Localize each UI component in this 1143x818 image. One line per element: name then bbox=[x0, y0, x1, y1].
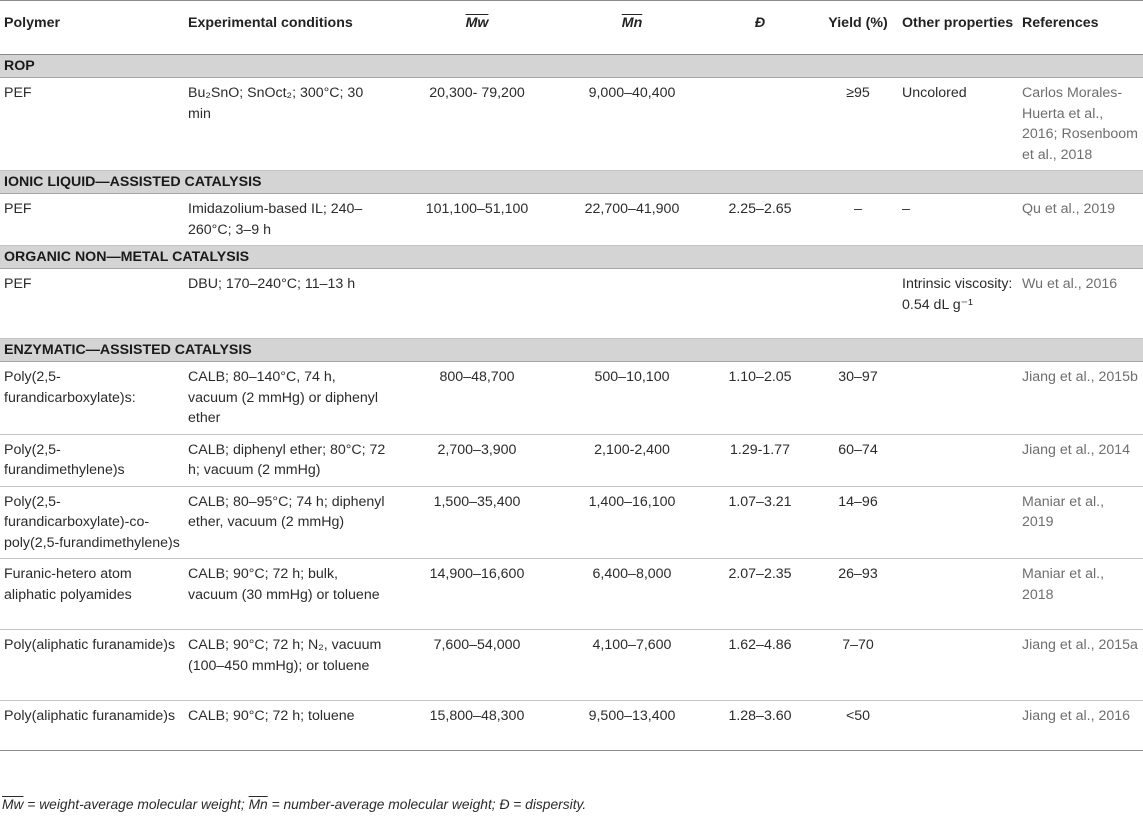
cell-mn: 500–10,100 bbox=[562, 362, 702, 435]
cell-mn: 4,100–7,600 bbox=[562, 630, 702, 701]
cell-mw: 14,900–16,600 bbox=[392, 559, 562, 630]
table-footnote bbox=[2, 795, 586, 816]
cell-dispersity: 1.62–4.86 bbox=[702, 630, 818, 701]
table-row bbox=[0, 194, 1143, 246]
section-title: IONIC LIQUID—ASSISTED CATALYSIS bbox=[0, 171, 1143, 194]
cell-other bbox=[898, 630, 1018, 701]
cell-yield: <50 bbox=[818, 701, 898, 751]
cell-mw: 7,600–54,000 bbox=[392, 630, 562, 701]
section-title: ENZYMATIC—ASSISTED CATALYSIS bbox=[0, 339, 1143, 362]
cell-reference: Carlos Morales-Huerta et al., 2016; Rosenboom et al., 2018 bbox=[1018, 78, 1143, 171]
cell-yield: 7–70 bbox=[818, 630, 898, 701]
cell-polymer: PEF bbox=[0, 78, 184, 171]
footnote-mw-symbol: $\overline{Mw}$ bbox=[2, 797, 24, 812]
mw-symbol: $\overline{Mw}$ bbox=[465, 15, 489, 31]
cell-other bbox=[898, 362, 1018, 435]
footnote-mn-definition: = number-average molecular weight; Đ = dispersity. bbox=[267, 797, 587, 812]
cell-reference: Jiang et al., 2015a bbox=[1018, 630, 1143, 701]
cell-other bbox=[898, 559, 1018, 630]
cell-mn: 9,000–40,400 bbox=[562, 78, 702, 171]
cell-dispersity bbox=[702, 78, 818, 171]
cell-yield: 30–97 bbox=[818, 362, 898, 435]
footnote-mn-symbol: $\overline{Mn}$ bbox=[248, 797, 268, 812]
cell-conditions: CALB; 80–95°C; 74 h; diphenyl ether, vacuum (2 mmHg) bbox=[184, 486, 392, 559]
cell-mw bbox=[392, 269, 562, 339]
cell-conditions: CALB; 80–140°C, 74 h, vacuum (2 mmHg) or diphenyl ether bbox=[184, 362, 392, 435]
cell-polymer: Poly(2,5-furandicarboxylate)s: bbox=[0, 362, 184, 435]
cell-yield: 60–74 bbox=[818, 434, 898, 486]
header-row bbox=[0, 1, 1143, 55]
cell-conditions: DBU; 170–240°C; 11–13 h bbox=[184, 269, 392, 339]
cell-mw: 2,700–3,900 bbox=[392, 434, 562, 486]
cell-mw: 1,500–35,400 bbox=[392, 486, 562, 559]
cell-mn: 2,100-2,400 bbox=[562, 434, 702, 486]
cell-reference: Qu et al., 2019 bbox=[1018, 194, 1143, 246]
cell-dispersity: 1.28–3.60 bbox=[702, 701, 818, 751]
cell-mw: 20,300- 79,200 bbox=[392, 78, 562, 171]
header-dispersity bbox=[702, 1, 818, 55]
cell-reference: Jiang et al., 2014 bbox=[1018, 434, 1143, 486]
table-row bbox=[0, 269, 1143, 339]
header-polymer: Polymer bbox=[0, 1, 184, 55]
cell-other: – bbox=[898, 194, 1018, 246]
cell-mn bbox=[562, 269, 702, 339]
cell-other bbox=[898, 701, 1018, 751]
cell-conditions: CALB; 90°C; 72 h; bulk, vacuum (30 mmHg) or toluene bbox=[184, 559, 392, 630]
dispersity-symbol: Đ bbox=[754, 15, 766, 31]
header-mw bbox=[392, 1, 562, 55]
cell-mn: 1,400–16,100 bbox=[562, 486, 702, 559]
section-ionic bbox=[0, 171, 1143, 194]
table-row bbox=[0, 701, 1143, 751]
cell-polymer: PEF bbox=[0, 269, 184, 339]
cell-other bbox=[898, 486, 1018, 559]
section-title: ORGANIC NON—METAL CATALYSIS bbox=[0, 246, 1143, 269]
cell-dispersity: 1.29-1.77 bbox=[702, 434, 818, 486]
table-row bbox=[0, 486, 1143, 559]
table-row bbox=[0, 630, 1143, 701]
cell-dispersity: 1.10–2.05 bbox=[702, 362, 818, 435]
cell-reference: Jiang et al., 2016 bbox=[1018, 701, 1143, 751]
cell-polymer: Poly(2,5-furandimethylene)s bbox=[0, 434, 184, 486]
cell-mw: 15,800–48,300 bbox=[392, 701, 562, 751]
cell-other: Intrinsic viscosity: 0.54 dL g⁻¹ bbox=[898, 269, 1018, 339]
cell-dispersity: 2.25–2.65 bbox=[702, 194, 818, 246]
cell-reference: Maniar et al., 2019 bbox=[1018, 486, 1143, 559]
cell-other bbox=[898, 434, 1018, 486]
cell-yield: 26–93 bbox=[818, 559, 898, 630]
header-other: Other properties bbox=[898, 1, 1018, 55]
cell-yield: ≥95 bbox=[818, 78, 898, 171]
table-row bbox=[0, 559, 1143, 630]
table-row bbox=[0, 362, 1143, 435]
section-enzymatic bbox=[0, 339, 1143, 362]
cell-mn: 6,400–8,000 bbox=[562, 559, 702, 630]
cell-reference: Maniar et al., 2018 bbox=[1018, 559, 1143, 630]
header-references: References bbox=[1018, 1, 1143, 55]
cell-mw: 101,100–51,100 bbox=[392, 194, 562, 246]
cell-reference: Jiang et al., 2015b bbox=[1018, 362, 1143, 435]
cell-polymer: Poly(aliphatic furanamide)s bbox=[0, 701, 184, 751]
cell-other: Uncolored bbox=[898, 78, 1018, 171]
table-row bbox=[0, 78, 1143, 171]
mn-symbol: $\overline{Mn}$ bbox=[621, 15, 643, 31]
cell-dispersity: 1.07–3.21 bbox=[702, 486, 818, 559]
cell-dispersity bbox=[702, 269, 818, 339]
section-rop bbox=[0, 55, 1143, 78]
cell-conditions: CALB; 90°C; 72 h; toluene bbox=[184, 701, 392, 751]
cell-dispersity: 2.07–2.35 bbox=[702, 559, 818, 630]
cell-mn: 9,500–13,400 bbox=[562, 701, 702, 751]
cell-polymer: Poly(2,5-furandicarboxylate)-co-poly(2,5-furandimethylene)s bbox=[0, 486, 184, 559]
table-row bbox=[0, 434, 1143, 486]
cell-reference: Wu et al., 2016 bbox=[1018, 269, 1143, 339]
footnote-mw-definition: = weight-average molecular weight; bbox=[23, 797, 249, 812]
cell-conditions: CALB; 90°C; 72 h; N₂, vacuum (100–450 mmHg); or toluene bbox=[184, 630, 392, 701]
cell-conditions: Bu₂SnO; SnOct₂; 300°C; 30 min bbox=[184, 78, 392, 171]
cell-yield bbox=[818, 269, 898, 339]
cell-polymer: Poly(aliphatic furanamide)s bbox=[0, 630, 184, 701]
cell-conditions: Imidazolium-based IL; 240–260°C; 3–9 h bbox=[184, 194, 392, 246]
header-yield: Yield (%) bbox=[818, 1, 898, 55]
cell-polymer: PEF bbox=[0, 194, 184, 246]
header-conditions: Experimental conditions bbox=[184, 1, 392, 55]
cell-mw: 800–48,700 bbox=[392, 362, 562, 435]
cell-mn: 22,700–41,900 bbox=[562, 194, 702, 246]
section-title: ROP bbox=[0, 55, 1143, 78]
cell-yield: – bbox=[818, 194, 898, 246]
cell-conditions: CALB; diphenyl ether; 80°C; 72 h; vacuum (2 mmHg) bbox=[184, 434, 392, 486]
section-organic bbox=[0, 246, 1143, 269]
header-mn bbox=[562, 1, 702, 55]
cell-polymer: Furanic-hetero atom aliphatic polyamides bbox=[0, 559, 184, 630]
cell-yield: 14–96 bbox=[818, 486, 898, 559]
